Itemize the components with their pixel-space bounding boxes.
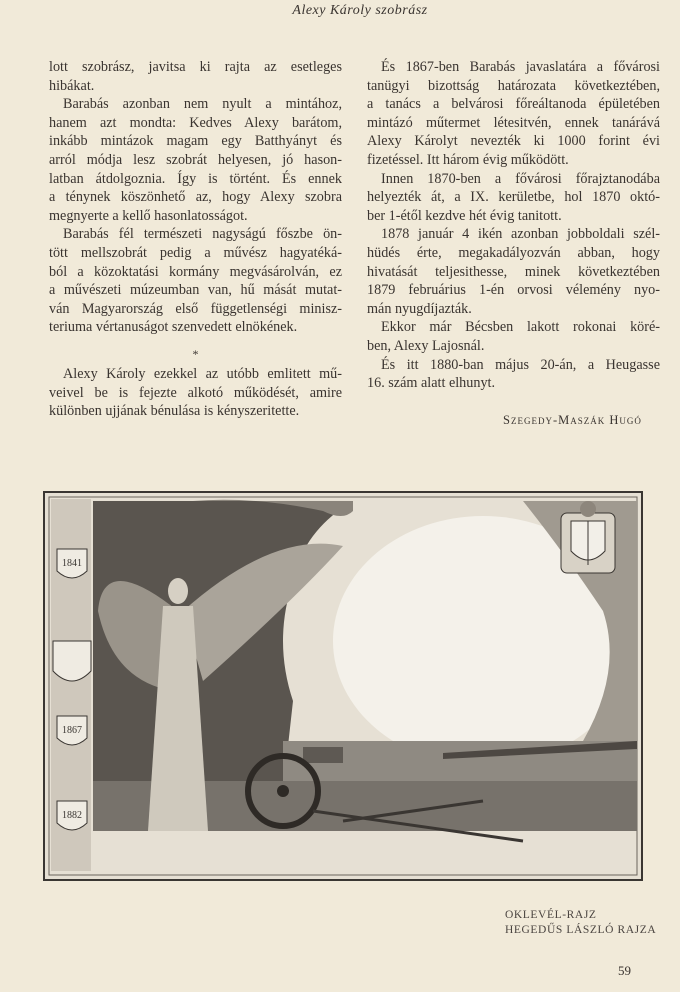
- text-line: hibákat.: [49, 77, 95, 94]
- running-header: Alexy Károly szobrász: [292, 3, 428, 18]
- text-line: 1878 január 4 ikén azonban jobboldali szél-: [381, 226, 660, 243]
- text-line: a művészeti múzeumban van, hű mását mutat-: [49, 282, 342, 299]
- text-line: lott szobrász, javitsa ki rajta az esetleges: [49, 59, 342, 75]
- text-line: 16. szám alatt elhunyt.: [367, 375, 496, 392]
- text-line: És 1867-ben Barabás javaslatára a fővárosi: [381, 59, 660, 75]
- text-line: a tanács a belvárosi főreáltanoda épületében: [367, 96, 660, 113]
- shield-blank: [53, 641, 91, 681]
- text-line: arról módja lesz szobrát helyesen, jó hason-: [49, 151, 342, 168]
- text-line: tanügyi bizottság határozata következtében,: [367, 77, 660, 94]
- text-line: ván Magyarország első függetlenségi minisz-: [49, 300, 342, 317]
- text-line: Innen 1870-ben a fővárosi főrajztanodába: [381, 170, 660, 187]
- text-line: hivatását teljesithesse, minek következtében: [367, 263, 660, 280]
- text-line: a ténynek köszönhető az, hogy Alexy szobra: [49, 189, 342, 206]
- text-line: helyezték át, a IX. kerületbe, hol 1870 októ-: [367, 189, 660, 206]
- text-line: latban átdolgoznia. Így is történt. És ennek: [49, 170, 342, 187]
- text-line: különben ujjának bénulása is kényszeritette.: [49, 403, 300, 420]
- text-line: mán nyugdíjazták.: [367, 300, 472, 317]
- text-line: Barabás azonban nem nyult a mintához,: [63, 96, 342, 113]
- text-line: ból a közoktatási kormány megvásárolván, ez: [49, 263, 342, 280]
- text-line: inkább mintázok magam egy Batthyányt és: [49, 133, 342, 150]
- svg-text:1882: 1882: [62, 810, 82, 821]
- text-line: ben, Alexy Lajosnál.: [367, 337, 485, 354]
- text-line: hanem azt mondta: Kedves Alexy barátom,: [49, 114, 342, 131]
- caption-credit: HEGEDŰS LÁSZLÓ RAJZA: [505, 924, 657, 936]
- right-text-column: [367, 58, 660, 393]
- left-text-column: [49, 58, 342, 421]
- caption-title: OKLEVÉL-RAJZ: [505, 909, 597, 921]
- page-number: 59: [618, 963, 631, 978]
- text-line: teriuma vértanuságot szenvedett elnökének.: [49, 319, 298, 336]
- text-line: Ekkor már Bécsben lakott rokonai köré-: [381, 319, 660, 336]
- text-line: És itt 1880-ban május 20-án, a Heugasse: [381, 356, 660, 373]
- section-separator: *: [192, 346, 199, 361]
- text-line: fizetéssel. Itt három évig működött.: [367, 151, 569, 168]
- text-line: mintázó műtermet létesitvén, ennek tanárává: [367, 114, 660, 131]
- svg-text:1867: 1867: [62, 725, 82, 736]
- shield-1841: [57, 549, 87, 578]
- text-line: hüdés érte, megakadályozván abban, hogy: [367, 244, 660, 261]
- text-line: ber 1-étől kezdve hét évig tanitott.: [367, 207, 562, 224]
- diploma-illustration: [43, 491, 643, 881]
- text-line: veivel be is fejezte alkotó működését, amire: [49, 384, 342, 401]
- author-signature: Szegedy-Maszák Hugó: [503, 413, 642, 427]
- text-line: tött mellszobrát pedig a művész hagyatéká-: [49, 244, 342, 261]
- text-line: Barabás fél természeti nagyságú főszbe ön-: [63, 226, 342, 243]
- shield-1882: [57, 801, 87, 830]
- illustration-caption: [505, 908, 656, 938]
- text-line: megnyerte a kellő hasonlatosságot.: [49, 207, 248, 224]
- shield-1867: [57, 716, 87, 745]
- text-line: 1879 februárius 1-én orvosi vélemény nyo-: [367, 282, 660, 299]
- svg-text:1841: 1841: [62, 558, 82, 569]
- text-line: Alexy Károlyt nevezték ki 1000 forint évi: [367, 133, 660, 150]
- text-line: Alexy Károly ezekkel az utóbb emlitett mű-: [63, 365, 342, 382]
